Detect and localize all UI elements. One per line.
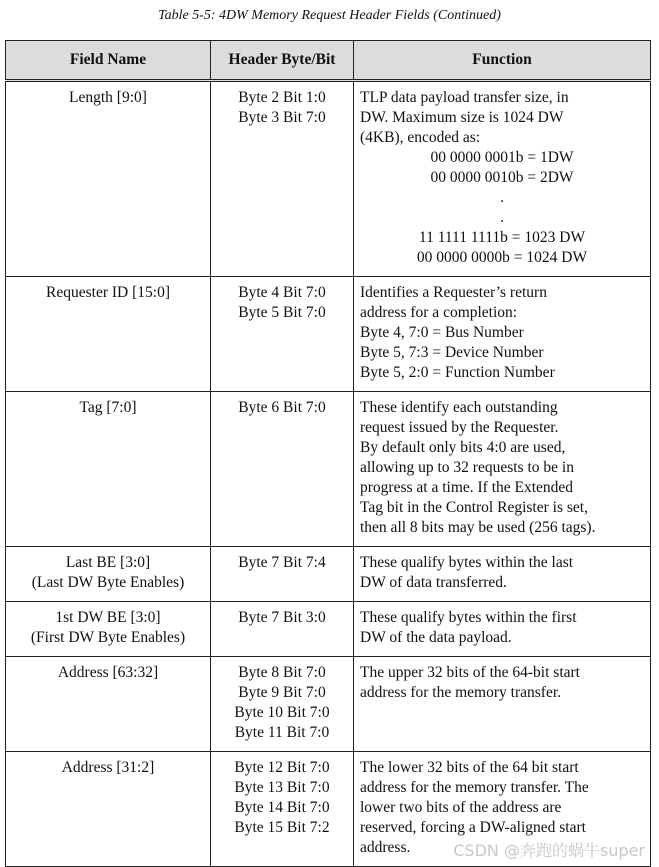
- field-name-cell: [6, 752, 211, 867]
- function-text: progress at a time. If the Extended: [360, 479, 574, 496]
- function-text: address for the memory transfer.: [360, 684, 562, 701]
- table-row: [6, 392, 651, 547]
- encoding-line: 00 0000 0000b = 1024 DW: [416, 249, 588, 266]
- function-cell: [354, 392, 651, 547]
- table-row: [6, 81, 651, 277]
- field-name-text: 1st DW BE [3:0]: [55, 609, 161, 626]
- function-text: reserved, forcing a DW-aligned start: [360, 819, 586, 836]
- encoding-line: 00 0000 0010b = 2DW: [430, 169, 574, 186]
- function-text: Byte 5, 2:0 = Function Number: [360, 364, 555, 381]
- field-name-text: (Last DW Byte Enables): [31, 574, 185, 591]
- function-text: address.: [360, 839, 411, 856]
- field-name-cell: [6, 392, 211, 547]
- byte-bit-text: Byte 11 Bit 7:0: [234, 724, 330, 741]
- function-text: By default only bits 4:0 are used,: [360, 439, 566, 456]
- function-cell: [354, 547, 651, 602]
- byte-bit-cell: [211, 752, 354, 867]
- column-header-function: Function: [354, 41, 651, 81]
- byte-bit-text: Byte 10 Bit 7:0: [234, 704, 330, 721]
- function-text: The lower 32 bits of the 64 bit start: [360, 759, 579, 776]
- byte-bit-cell: [211, 392, 354, 547]
- byte-bit-cell: [211, 602, 354, 657]
- byte-bit-cell: [211, 277, 354, 392]
- byte-bit-text: Byte 3 Bit 7:0: [238, 109, 326, 126]
- field-name-cell: [6, 277, 211, 392]
- field-name-text: Address [31:2]: [61, 759, 155, 776]
- encoding-line: .: [500, 209, 504, 226]
- function-text: Tag bit in the Control Register is set,: [360, 499, 588, 516]
- header-fields-table: [5, 40, 651, 867]
- function-text: TLP data payload transfer size, in: [360, 89, 569, 106]
- field-name-cell: [6, 547, 211, 602]
- function-text: allowing up to 32 requests to be in: [360, 459, 574, 476]
- function-text: These identify each outstanding: [360, 399, 558, 416]
- encoding-line: 11 1111 1111b = 1023 DW: [418, 229, 586, 246]
- function-text: address for a completion:: [360, 304, 518, 321]
- function-text: These qualify bytes within the first: [360, 609, 577, 626]
- function-text: These qualify bytes within the last: [360, 554, 574, 571]
- byte-bit-text: Byte 8 Bit 7:0: [238, 664, 326, 681]
- encoding-line: 00 0000 0001b = 1DW: [430, 149, 574, 166]
- watermark: CSDN @奔跑的蜗牛super: [453, 841, 645, 860]
- function-text: DW of data transferred.: [360, 574, 507, 591]
- byte-bit-text: Byte 15 Bit 7:2: [234, 819, 330, 836]
- function-text: DW. Maximum size is 1024 DW: [360, 109, 564, 126]
- function-text: Identifies a Requester’s return: [360, 284, 547, 301]
- byte-bit-text: Byte 14 Bit 7:0: [234, 799, 330, 816]
- field-name-text: Address [63:32]: [57, 664, 159, 681]
- byte-bit-text: Byte 6 Bit 7:0: [238, 399, 326, 416]
- field-name-text: Tag [7:0]: [79, 399, 137, 416]
- function-text: lower two bits of the address are: [360, 799, 562, 816]
- byte-bit-cell: [211, 547, 354, 602]
- table-row: [6, 277, 651, 392]
- field-name-cell: [6, 602, 211, 657]
- field-name-cell: [6, 81, 211, 277]
- table-caption: Table 5-5: 4DW Memory Request Header Fields (Continued): [158, 8, 501, 23]
- table-row: [6, 547, 651, 602]
- function-text: request issued by the Requester.: [360, 419, 559, 436]
- function-cell: [354, 602, 651, 657]
- function-text: address for the memory transfer. The: [360, 779, 589, 796]
- column-header-field-name: Field Name: [6, 41, 211, 81]
- table-row: [6, 602, 651, 657]
- field-name-text: Last BE [3:0]: [65, 554, 151, 571]
- function-text: Byte 5, 7:3 = Device Number: [360, 344, 544, 361]
- byte-bit-text: Byte 12 Bit 7:0: [234, 759, 330, 776]
- function-cell: [354, 81, 651, 277]
- byte-bit-cell: [211, 81, 354, 277]
- byte-bit-text: Byte 7 Bit 3:0: [238, 609, 326, 626]
- encoding-line: .: [500, 189, 504, 206]
- byte-bit-text: Byte 2 Bit 1:0: [238, 89, 326, 106]
- field-name-cell: [6, 657, 211, 752]
- byte-bit-text: Byte 7 Bit 7:4: [238, 554, 326, 571]
- function-text: The upper 32 bits of the 64-bit start: [360, 664, 580, 681]
- column-header-byte-bit: Header Byte/Bit: [211, 41, 354, 81]
- field-name-text: Requester ID [15:0]: [46, 284, 170, 301]
- function-text: Byte 4, 7:0 = Bus Number: [360, 324, 524, 341]
- function-text: then all 8 bits may be used (256 tags).: [360, 519, 596, 536]
- table-header-row: [6, 41, 651, 81]
- byte-bit-text: Byte 9 Bit 7:0: [238, 684, 326, 701]
- byte-bit-text: Byte 4 Bit 7:0: [238, 284, 326, 301]
- table-row: [6, 657, 651, 752]
- function-text: (4KB), encoded as:: [360, 129, 481, 146]
- function-cell: [354, 277, 651, 392]
- byte-bit-text: Byte 13 Bit 7:0: [234, 779, 330, 796]
- byte-bit-text: Byte 5 Bit 7:0: [238, 304, 326, 321]
- field-name-text: Length [9:0]: [69, 89, 147, 106]
- byte-bit-cell: [211, 657, 354, 752]
- function-cell: [354, 657, 651, 752]
- field-name-text: (First DW Byte Enables): [30, 629, 186, 646]
- function-text: DW of the data payload.: [360, 629, 512, 646]
